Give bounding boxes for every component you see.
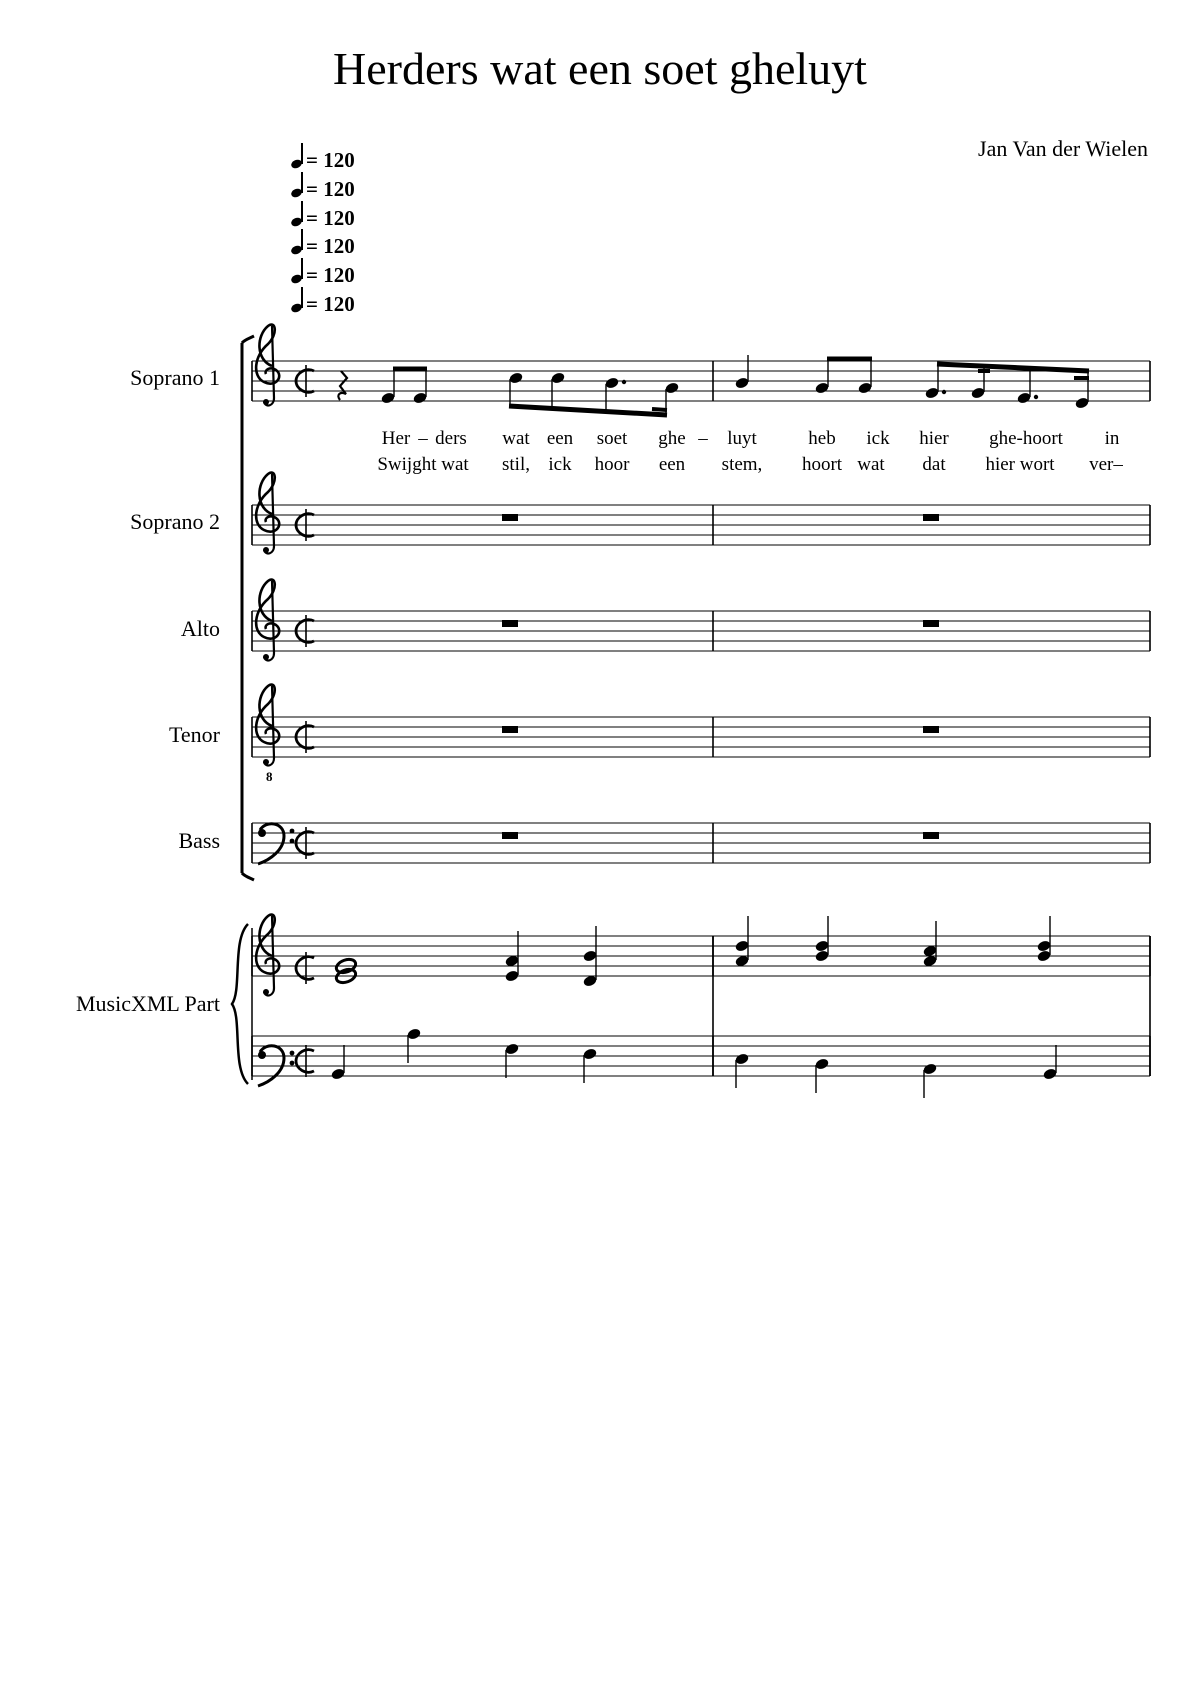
whole-rest-icon (502, 514, 518, 521)
lyric-syllable: ick (866, 428, 890, 449)
time-signatures (296, 365, 314, 1077)
lyrics-verse-1 (382, 428, 1120, 449)
whole-rest-icon (923, 832, 939, 839)
whole-rest-icon (923, 726, 939, 733)
lyric-syllable: dat (922, 454, 946, 475)
lyric-syllable: ghe-hoort (989, 428, 1063, 449)
treble-clef-icon (256, 915, 279, 996)
lyric-syllable: in (1104, 428, 1120, 449)
soprano-1-notes (338, 369, 679, 416)
lyric-syllable: hier wort (985, 454, 1055, 475)
tempo-mark: = 120 (290, 293, 355, 315)
whole-rest-icon (502, 726, 518, 733)
tempo-mark: = 120 (290, 178, 355, 200)
tempo-mark: = 120 (290, 235, 355, 257)
ottava-marker: 8 (266, 769, 273, 784)
lyric-hyphen: – (418, 428, 428, 449)
lyric-syllable: een (546, 428, 574, 449)
lyric-syllable: een (658, 454, 686, 475)
treble-clef-icon (256, 685, 279, 766)
piano-brace (232, 924, 248, 1084)
lyric-syllable: stem, (721, 454, 763, 475)
score-title: Herders wat een soet gheluyt (333, 43, 867, 94)
piano-right-hand (335, 916, 1052, 988)
lyric-syllable: wat (502, 428, 530, 449)
lyric-syllable: Her (381, 428, 411, 449)
bass-clef-icon (258, 824, 294, 864)
staff-label-alto: Alto (180, 616, 220, 641)
lyric-syllable: ick (548, 454, 572, 475)
cut-time-icon (296, 952, 314, 984)
tempo-mark: = 120 (290, 149, 355, 171)
treble-clef-icon (256, 580, 279, 661)
lyric-syllable: stil, (502, 454, 530, 475)
whole-measure-rests (502, 514, 939, 839)
tempo-mark: = 120 (290, 207, 355, 229)
lyric-syllable: soet (596, 428, 628, 449)
composer-name: Jan Van der Wielen (978, 136, 1148, 161)
lyric-syllable: ghe (658, 428, 686, 449)
lyric-syllable: hoor (594, 454, 630, 475)
lyric-syllable: luyt (727, 428, 757, 449)
lyric-syllable: wat (857, 454, 885, 475)
lyric-syllable: Swijght wat (377, 454, 469, 475)
cut-time-icon (296, 1045, 314, 1077)
lyric-syllable: hier (919, 428, 949, 449)
tempo-mark: = 120 (290, 264, 355, 286)
lyric-hyphen: – (698, 428, 708, 449)
staff-label-bass: Bass (178, 828, 220, 853)
lyric-syllable: hoort (801, 454, 843, 475)
lyric-syllable: heb (808, 428, 836, 449)
whole-rest-icon (923, 514, 939, 521)
staff-label-tenor: Tenor (169, 722, 220, 747)
lyrics-verse-2 (377, 454, 1123, 475)
treble-clef-icon (256, 325, 279, 406)
clefs (256, 325, 294, 1086)
lyric-syllable: ders (435, 428, 467, 449)
whole-rest-icon (502, 620, 518, 627)
piano-left-hand (330, 1027, 1057, 1098)
whole-rest-icon (923, 620, 939, 627)
whole-rest-icon (502, 832, 518, 839)
staff-label-piano: MusicXML Part (75, 991, 220, 1016)
staff-label-soprano-2: Soprano 2 (130, 509, 220, 534)
treble-clef-icon (256, 473, 279, 554)
choir-bracket (242, 336, 254, 880)
staff-label-soprano-1: Soprano 1 (130, 365, 220, 390)
lyric-syllable: ver– (1089, 454, 1123, 475)
quarter-rest-icon (338, 371, 347, 400)
